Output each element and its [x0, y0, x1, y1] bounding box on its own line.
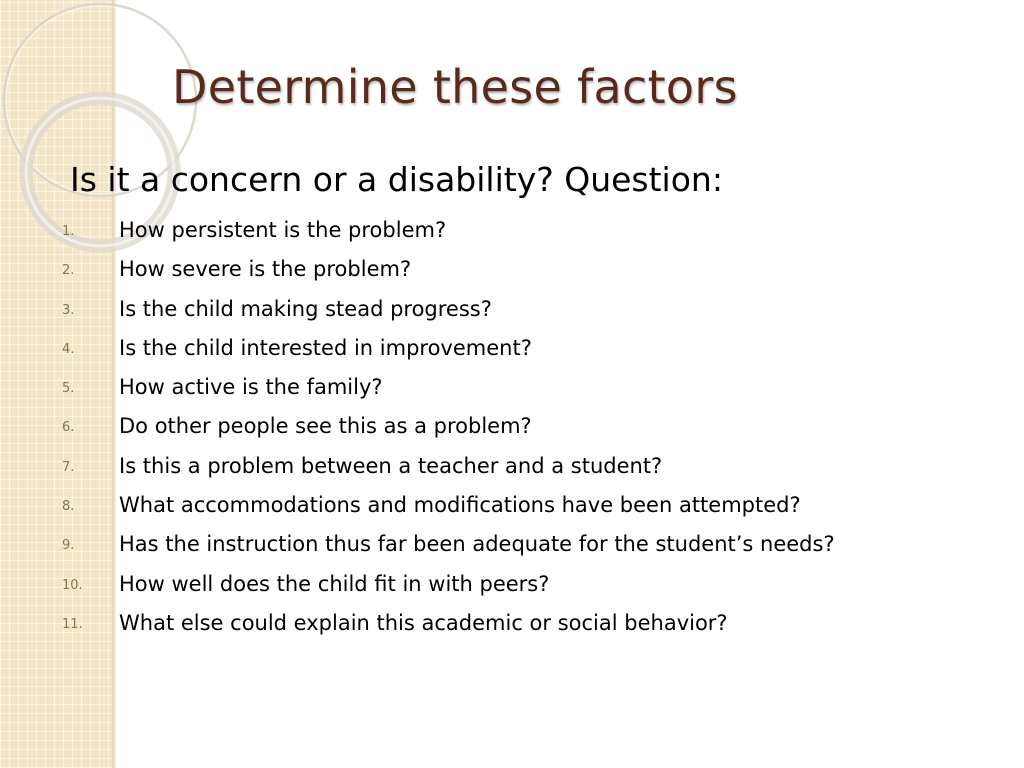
list-item-text: Is the child making stead progress?	[119, 296, 492, 321]
list-item-text: Has the instruction thus far been adequate for the student’s needs?	[119, 532, 835, 557]
list-item-number: 4.	[62, 341, 75, 357]
list-item-text: How active is the family?	[119, 375, 383, 400]
list-item-number: 9.	[62, 538, 75, 554]
list-item-number: 6.	[62, 420, 75, 436]
list-item-text: How persistent is the problem?	[119, 218, 447, 242]
list-item-text: Is this a problem between a teacher and a student?	[119, 453, 663, 478]
list-item-text: Is the child interested in improvement?	[119, 335, 532, 360]
list-item-text: Do other people see this as a problem?	[119, 414, 532, 439]
list-item-number: 3.	[62, 302, 75, 318]
list-item-number: 2.	[62, 263, 75, 279]
list-item-number: 5.	[62, 381, 75, 397]
list-item-number: 1.	[62, 224, 75, 239]
list-item-number: 8.	[62, 499, 75, 515]
list-item-number: 10.	[62, 577, 83, 593]
list-item-text: What else could explain this academic or social behavior?	[119, 610, 728, 635]
list-item-text: How well does the child fit in with peers?	[119, 571, 550, 596]
list-item-number: 11.	[62, 616, 83, 632]
list-item-text: How severe is the problem?	[119, 257, 412, 282]
slide-title: Determine these factors	[172, 60, 738, 114]
list-item-number: 7.	[62, 459, 75, 475]
list-item-text: What accommodations and modifications have been attempted?	[119, 493, 801, 518]
slide-subheading: Is it a concern or a disability? Question:	[70, 160, 723, 199]
